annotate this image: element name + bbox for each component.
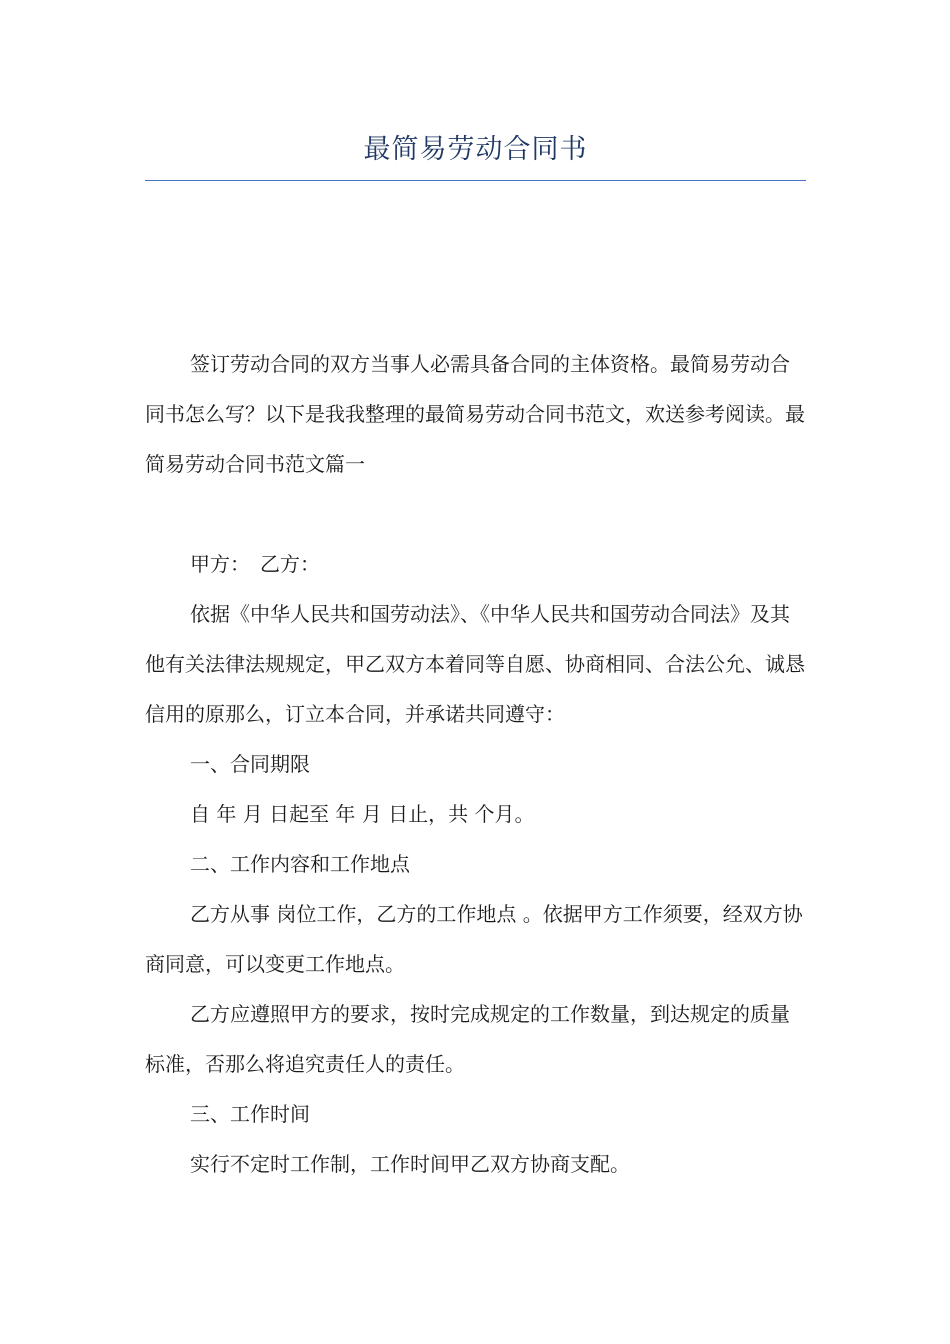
work-standard-paragraph: 乙方应遵照甲方的要求，按时完成规定的工作数量，到达规定的质量标准，否那么将追究责任人的责任。 bbox=[145, 1002, 790, 1076]
section-heading-term: 一、合同期限 bbox=[190, 752, 310, 776]
intro-paragraph: 签订劳动合同的双方当事人必需具备合同的主体资格。最简易劳动合同书怎么写？以下是我我整理的最简易劳动合同书范文，欢送参考阅读。最简易劳动合同书范文篇一 bbox=[145, 352, 805, 476]
document-title: 最简易劳动合同书 bbox=[363, 134, 588, 165]
section-heading-work: 二、工作内容和工作地点 bbox=[190, 852, 410, 876]
parties-line: 甲方： 乙方： bbox=[190, 552, 320, 576]
work-location-paragraph: 乙方从事 岗位工作，乙方的工作地点 。依据甲方工作须要，经双方协商同意，可以变更工作地点。 bbox=[145, 902, 803, 976]
hours-paragraph: 实行不定时工作制，工作时间甲乙双方协商支配。 bbox=[190, 1152, 630, 1176]
title-underline bbox=[145, 180, 806, 181]
document-body bbox=[145, 339, 806, 1189]
section-heading-hours: 三、工作时间 bbox=[190, 1102, 310, 1126]
term-paragraph: 自 年 月 日起至 年 月 日止，共 个月。 bbox=[190, 802, 535, 826]
legal-basis-paragraph: 依据《中华人民共和国劳动法》、《中华人民共和国劳动合同法》及其他有关法律法规规定，甲乙双方本着同等自愿、协商相同、合法公允、诚恳信用的原那么，订立本合同，并承诺共同遵守： bbox=[145, 602, 805, 726]
